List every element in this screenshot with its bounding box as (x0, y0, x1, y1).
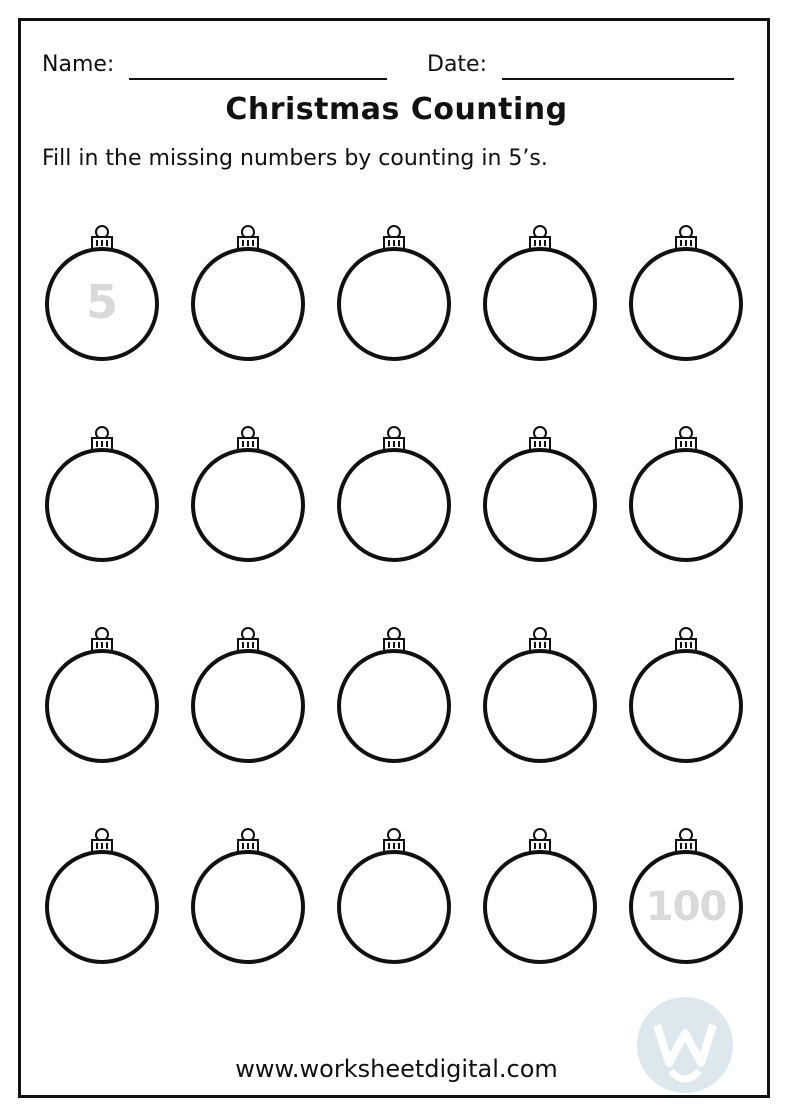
ornament-bauble-icon (624, 416, 754, 576)
ornament[interactable] (186, 617, 316, 777)
ornament-bauble-icon (186, 617, 316, 777)
ornament[interactable] (186, 215, 316, 375)
date-line[interactable] (502, 56, 734, 80)
name-label: Name: (42, 52, 115, 77)
ornament[interactable] (332, 617, 462, 777)
instructions: Fill in the missing numbers by counting in 5’s. (42, 146, 548, 171)
ornament-bauble-icon (624, 215, 754, 375)
ornament-bauble-icon (624, 617, 754, 777)
name-line[interactable] (129, 56, 387, 80)
ornament[interactable] (332, 416, 462, 576)
ornament[interactable] (624, 416, 754, 576)
ornament-bauble-icon (332, 818, 462, 978)
ornament[interactable] (478, 416, 608, 576)
ornament-number: 100 (645, 884, 727, 930)
ornament[interactable] (624, 818, 754, 978)
ornament-bauble-icon (40, 818, 170, 978)
date-field[interactable] (427, 50, 734, 80)
ornament-bauble-icon (186, 215, 316, 375)
worksheetdigital-logo-icon (635, 995, 735, 1095)
ornament[interactable] (478, 617, 608, 777)
ornament-bauble-icon (478, 818, 608, 978)
ornament[interactable] (40, 617, 170, 777)
worksheet-title: Christmas Counting (225, 92, 568, 127)
ornament[interactable] (40, 818, 170, 978)
ornament[interactable] (332, 818, 462, 978)
ornament-bauble-icon (186, 416, 316, 576)
ornament-bauble-icon (478, 416, 608, 576)
ornament[interactable] (40, 416, 170, 576)
ornament-number: 5 (85, 275, 118, 329)
ornament-bauble-icon (332, 617, 462, 777)
ornament[interactable] (478, 818, 608, 978)
ornament-bauble-icon (478, 617, 608, 777)
ornament[interactable] (332, 215, 462, 375)
ornament-bauble-icon (186, 818, 316, 978)
date-label: Date: (427, 52, 487, 77)
ornament-bauble-icon (40, 617, 170, 777)
ornament-bauble-icon (332, 215, 462, 375)
ornament[interactable] (478, 215, 608, 375)
ornament[interactable] (624, 617, 754, 777)
ornament-bauble-icon (478, 215, 608, 375)
ornament-bauble-icon (332, 416, 462, 576)
ornament-bauble-icon (40, 416, 170, 576)
ornament-grid (40, 215, 760, 975)
ornament[interactable] (624, 215, 754, 375)
website-footer: www.worksheetdigital.com (235, 1055, 558, 1083)
ornament[interactable] (40, 215, 170, 375)
ornament[interactable] (186, 416, 316, 576)
name-field[interactable] (42, 50, 387, 80)
ornament[interactable] (186, 818, 316, 978)
